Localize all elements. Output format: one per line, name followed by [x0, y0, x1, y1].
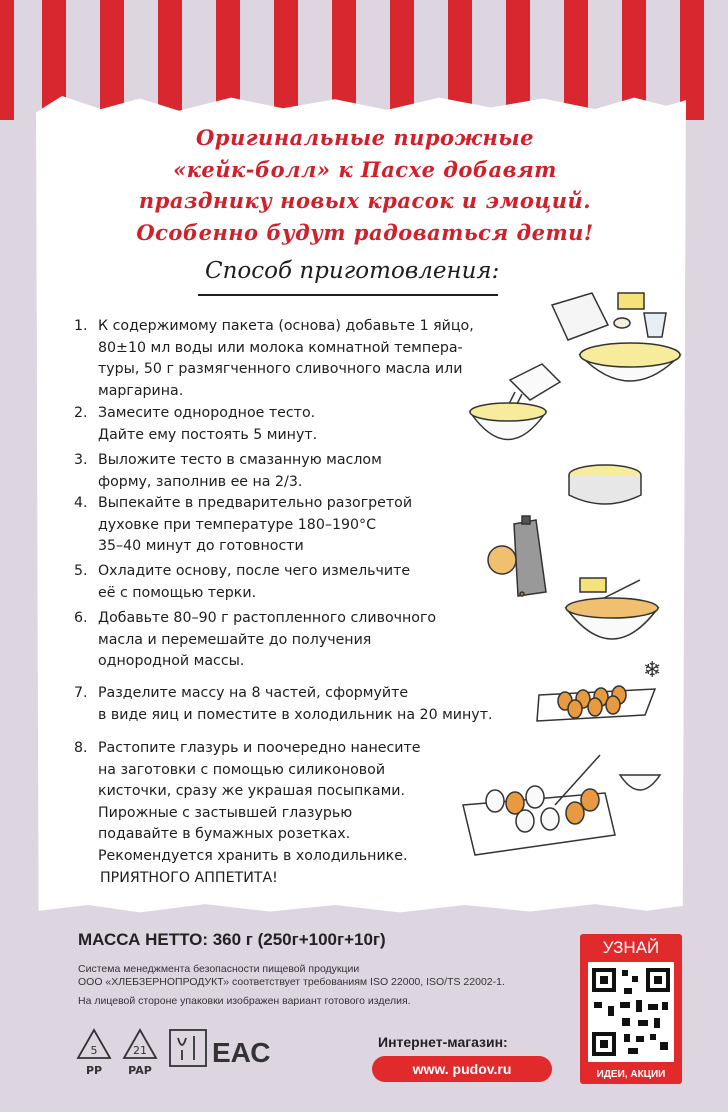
recycle-pap-icon [124, 1030, 156, 1077]
qr-block[interactable] [580, 934, 682, 1084]
svg-text:❄: ❄ [643, 658, 662, 683]
step-7 [74, 683, 544, 726]
cert-line: ООО «ХЛЕБЗЕРНОПРОДУКТ» соответствует требованиям ISO 22000, ISO/TS 22002-1. [78, 975, 505, 988]
step-number: 5. [74, 563, 88, 579]
step-text: Замесите однородное тесто. Дайте ему постоять 5 минут. [98, 405, 318, 443]
grater-icon [474, 512, 564, 602]
step-text: Добавьте 80–90 г растопленного сливочного масла и перемешайте до получения однородной массы. [98, 610, 437, 669]
baking-form-icon [560, 455, 650, 515]
step-text: Выложите тесто в смазанную маслом форму, заполнив ее на 2/3. [98, 452, 382, 490]
certification [78, 963, 578, 988]
recycle-code: 5 [90, 1044, 98, 1057]
headline-line: Оригинальные пирожные [196, 125, 534, 150]
recycle-label: PP [85, 1064, 103, 1077]
bowl-butter-icon [560, 570, 670, 660]
appetit-text: ПРИЯТНОГО АППЕТИТА! [100, 870, 278, 886]
net-weight: МАССА НЕТТО: 360 г (250г+100г+10г) [78, 930, 386, 949]
recycle-pp-icon [78, 1030, 110, 1077]
shop-url-link[interactable]: www. pudov.ru [372, 1056, 552, 1082]
headline-line: «кейк-болл» к Пасхе добавят [173, 156, 557, 182]
step-text: Растопите глазурь и поочередно нанесите на заготовки с помощью силиконовой кисточки, сразу же украшая посыпками. Пирожные с застывшей глазурью подавайте в бумажных розетках. Рекомендуется хранить в холодильнике. [98, 740, 421, 864]
step-number: 2. [74, 405, 88, 421]
qr-code-icon[interactable] [588, 962, 674, 1062]
step-text: Разделите массу на 8 частей, сформуйте в виде яиц и поместите в холодильник на 20 минут. [98, 685, 493, 723]
recycle-label: PAP [128, 1064, 152, 1077]
shop-label: Интернет-магазин: [378, 1034, 508, 1050]
eac-mark-icon [212, 1037, 270, 1068]
step-number: 3. [74, 452, 88, 468]
rack-eggs-icon [535, 655, 675, 735]
step-number: 1. [74, 318, 88, 334]
step-number: 4. [74, 495, 88, 511]
cert-line: Система менеджмента безопасности пищевой продукции [78, 963, 360, 975]
recycle-code: 21 [133, 1044, 147, 1057]
qr-bottom-text: ИДЕИ, АКЦИИ [596, 1069, 666, 1080]
headline [40, 122, 690, 248]
method-title: Способ приготовления: [205, 258, 500, 284]
image-note: На лицевой стороне упаковки изображен вариант готового изделия. [78, 995, 411, 1007]
qr-top-text: УЗНАЙ [602, 938, 660, 957]
step-number: 8. [74, 740, 88, 756]
step-text: К содержимому пакета (основа) добавьте 1 яйцо, 80±10 мл воды или молока комнатной темпера- туры, 50 г размягченного сливочного масла или маргарина. [98, 318, 474, 399]
method-underline [198, 294, 498, 296]
step-number: 7. [74, 685, 88, 701]
step-6 [74, 608, 544, 673]
top-stripes [0, 0, 728, 120]
food-safe-icon [170, 1030, 206, 1066]
step-3 [74, 450, 544, 493]
headline-line: Особенно будут радоваться дети! [136, 219, 594, 245]
step-text: Охладите основу, после чего измельчите её с помощью терки. [98, 563, 411, 601]
mixer-icon [460, 352, 570, 452]
packaging-marks [74, 1024, 294, 1084]
step-number: 6. [74, 610, 88, 626]
eac-text: ЕАС [212, 1037, 271, 1068]
glazed-cakes-icon [455, 745, 670, 865]
step-text: Выпекайте в предварительно разогретой духовке при температуре 180–190°С 35–40 минут до готовности [98, 495, 413, 554]
headline-line: празднику новых красок и эмоций. [138, 188, 592, 213]
